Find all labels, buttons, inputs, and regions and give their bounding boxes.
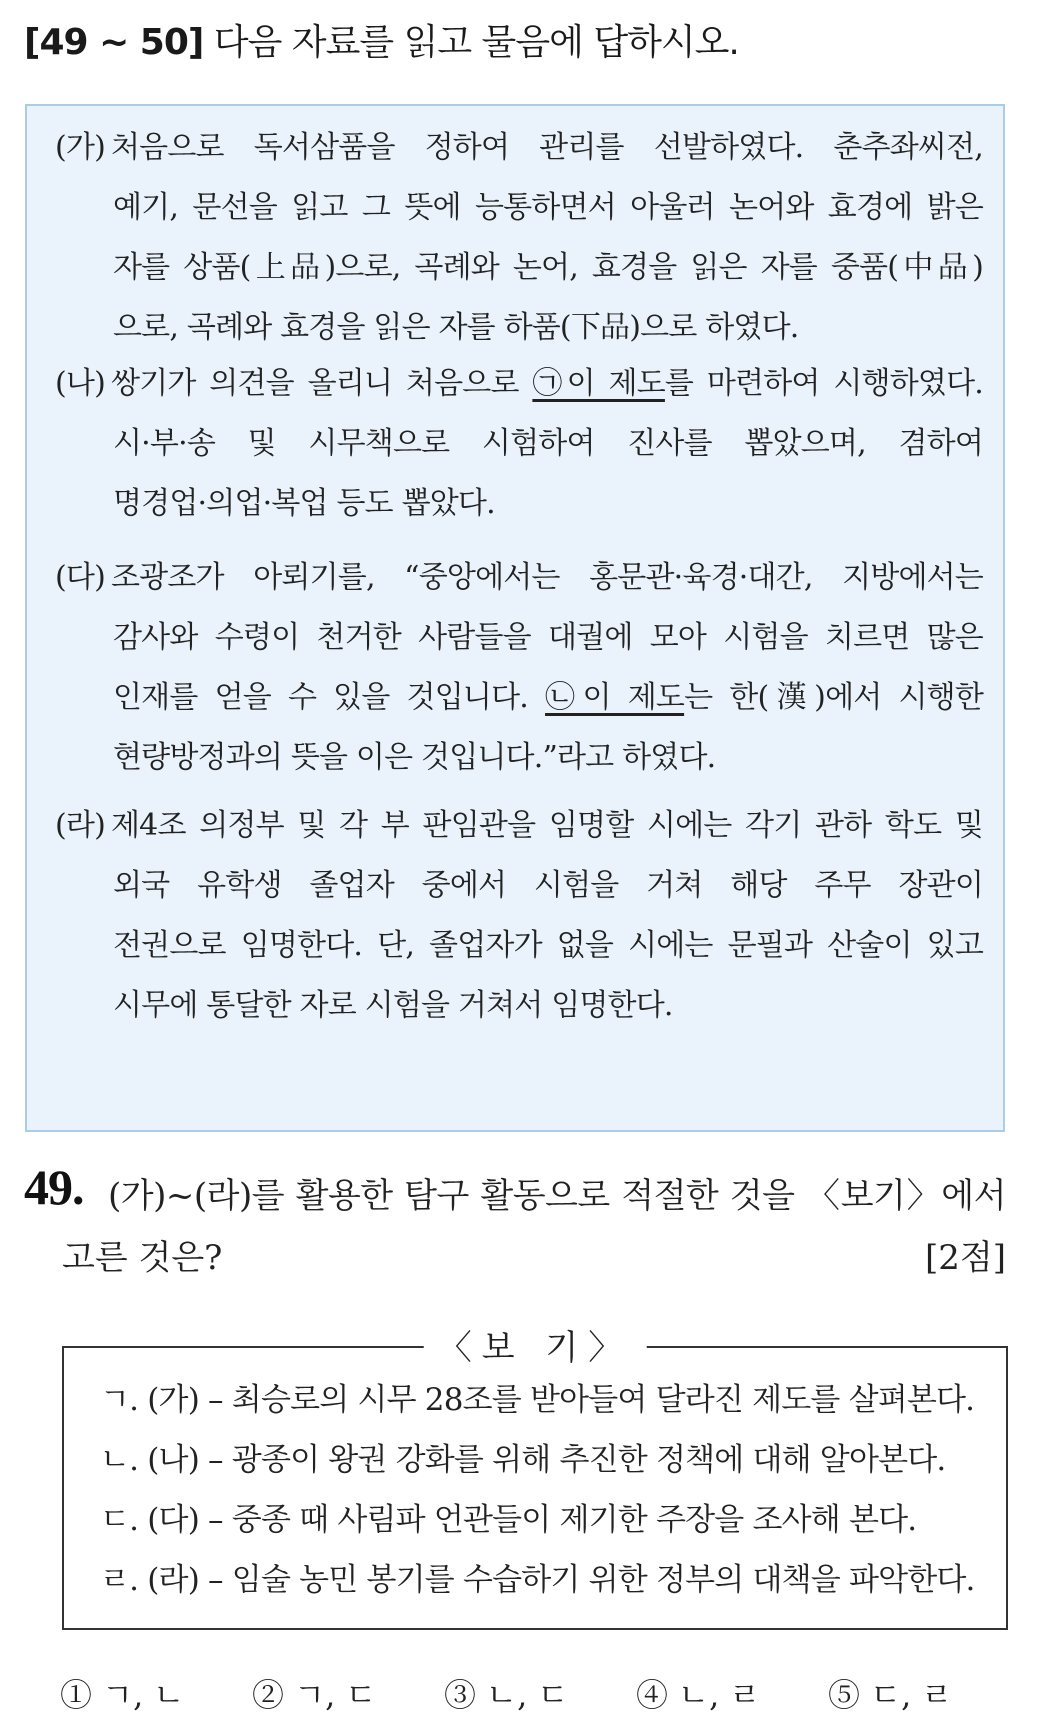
passage-label: (가) — [55, 130, 105, 165]
passage-line: 전권으로 임명한다. 단, 졸업자가 없을 시에는 문필과 산술이 있고 — [113, 928, 983, 963]
passage-ga — [55, 118, 983, 358]
passage-line: 외국 유학생 졸업자 중에서 시험을 거쳐 해당 주무 장관이 — [113, 868, 983, 903]
underlined-term-b: ㉡이 제도 — [545, 680, 685, 715]
choice-1[interactable]: ① ㄱ, ㄴ — [60, 1676, 185, 1714]
passage-label: (나) — [55, 366, 105, 401]
passage-line: 현량방정과의 뜻을 이은 것입니다.”라고 하였다. — [113, 740, 716, 775]
passage-label: (라) — [55, 808, 105, 843]
section-header — [24, 14, 739, 65]
bogi-item: ㄴ. (나) – 광종이 왕권 강화를 위해 추진한 정책에 대해 알아본다. — [100, 1442, 946, 1478]
passage-line: (나) 쌍기가 의견을 올리니 처음으로 ㉠이 제도를 마련하여 시행하였다. — [55, 366, 983, 401]
question-number: 49. — [24, 1159, 84, 1215]
choice-4[interactable]: ④ ㄴ, ㄹ — [636, 1676, 761, 1714]
passage-line: 명경업·의업·복업 등도 뽑았다. — [113, 486, 495, 521]
passage-line: (라) 제4조 의정부 및 각 부 판임관을 임명할 시에는 각기 관하 학도 및 — [55, 808, 983, 843]
passage-line: 예기, 문선을 읽고 그 뜻에 능통하면서 아울러 논어와 효경에 밝은 — [113, 190, 983, 225]
passage-line: 시·부·송 및 시무책으로 시험하여 진사를 뽑았으며, 겸하여 — [113, 426, 983, 461]
passage-line: 으로, 곡례와 효경을 읽은 자를 하품(下品)으로 하였다. — [113, 310, 799, 345]
question-text-continued: 고른 것은? — [62, 1238, 223, 1278]
bogi-list — [100, 1370, 975, 1610]
passage-line: 감사와 수령이 천거한 사람들을 대궐에 모아 시험을 치르면 많은 — [113, 620, 983, 655]
passage-na — [55, 354, 983, 534]
answer-choices — [60, 1670, 1020, 1716]
instruction-text: 다음 자료를 읽고 물음에 답하시오. — [213, 22, 739, 63]
passage-label: (다) — [55, 560, 105, 595]
passage-line: (다) 조광조가 아뢰기를, “중앙에서는 홍문관·육경·대간, 지방에서는 — [55, 560, 983, 595]
question-range: [49 ~ 50] — [24, 22, 204, 63]
bogi-item: ㄷ. (다) – 중종 때 사림파 언관들이 제기한 주장을 조사해 본다. — [100, 1502, 917, 1538]
bogi-box — [62, 1328, 1008, 1630]
passage-line: 인재를 얻을 수 있을 것입니다. ㉡이 제도는 한(漢)에서 시행한 — [113, 680, 983, 715]
passage-ra — [55, 796, 983, 1036]
passage-line: 자를 상품(上品)으로, 곡례와 논어, 효경을 읽은 자를 중품(中品) — [113, 250, 983, 285]
choice-5[interactable]: ⑤ ㄷ, ㄹ — [828, 1676, 953, 1714]
passage-da — [55, 548, 983, 788]
source-material-box — [25, 104, 1005, 1132]
question-text: (가)~(라)를 활용한 탐구 활동으로 적절한 것을 〈보기〉에서 — [108, 1176, 1006, 1216]
passage-line: 시무에 통달한 자로 시험을 거쳐서 임명한다. — [113, 988, 673, 1023]
choice-3[interactable]: ③ ㄴ, ㄷ — [444, 1676, 569, 1714]
bogi-item: ㄹ. (라) – 임술 농민 봉기를 수습하기 위한 정부의 대책을 파악한다. — [100, 1562, 975, 1598]
bogi-title: 〈보 기〉 — [424, 1320, 647, 1369]
underlined-term-a: ㉠이 제도 — [532, 366, 665, 401]
question-points: [2점] — [924, 1238, 1006, 1278]
passage-line: (가) 처음으로 독서삼품을 정하여 관리를 선발하였다. 춘추좌씨전, — [55, 130, 983, 165]
choice-2[interactable]: ② ㄱ, ㄷ — [252, 1676, 377, 1714]
bogi-item: ㄱ. (가) – 최승로의 시무 28조를 받아들여 달라진 제도를 살펴본다. — [100, 1382, 975, 1418]
